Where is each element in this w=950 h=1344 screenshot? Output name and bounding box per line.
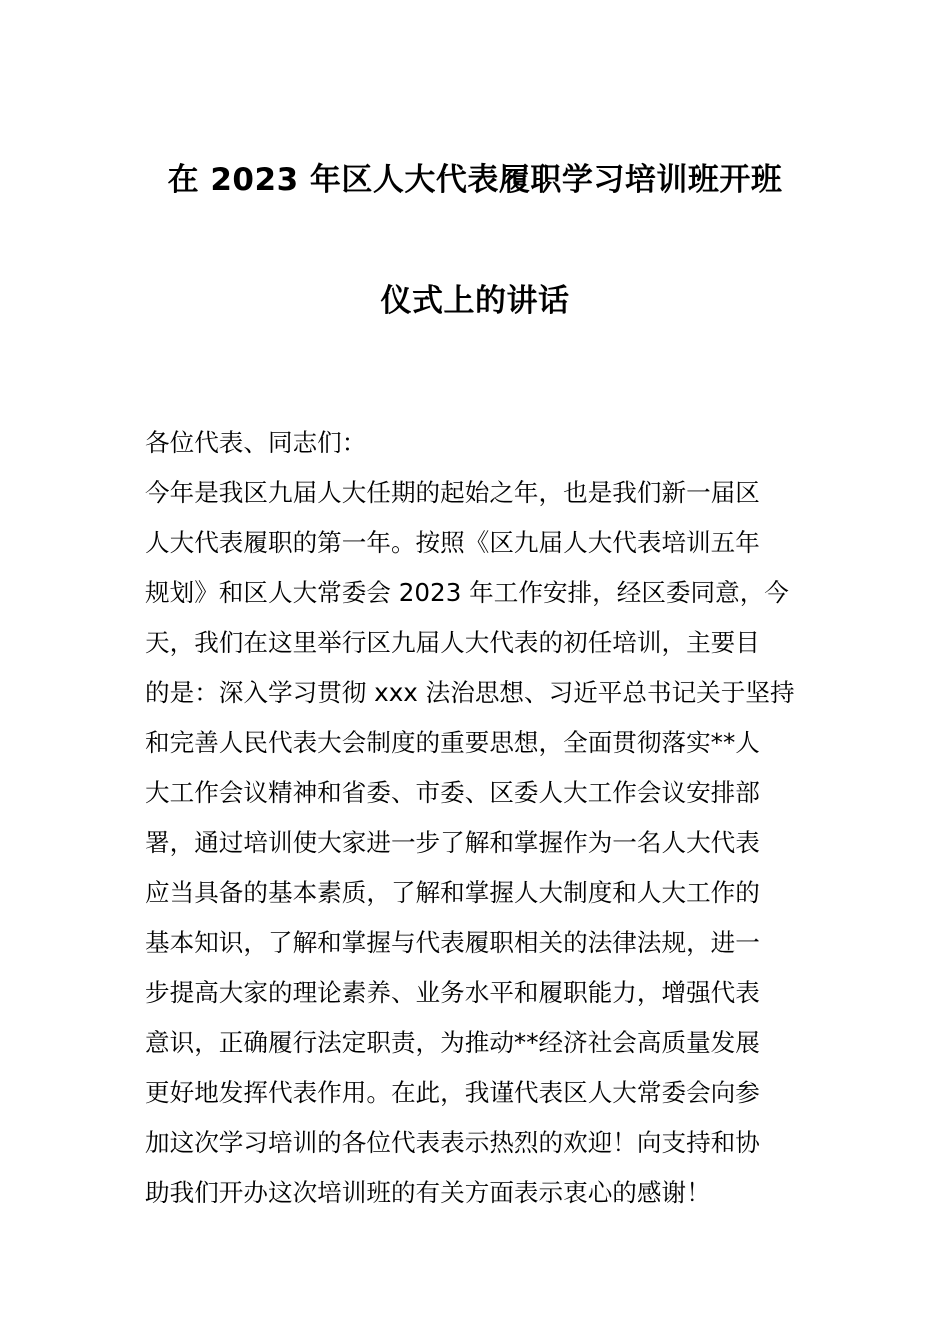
document-title-line-2: 仪式上的讲话 — [380, 283, 570, 319]
body-line: 规划》和区人大常委会 2023 年工作安排，经区委同意，今 — [145, 578, 789, 607]
body-line: 助我们开办这次培训班的有关方面表示衷心的感谢！ — [145, 1178, 711, 1207]
body-line: 人大代表履职的第一年。按照《区九届人大代表培训五年 — [145, 528, 760, 557]
document-title-line-1: 在 2023 年区人大代表履职学习培训班开班 — [167, 162, 783, 198]
body-line: 的是：深入学习贯彻 xxx 法治思想、习近平总书记关于坚持 — [145, 678, 795, 707]
body-line: 意识，正确履行法定职责，为推动**经济社会高质量发展 — [145, 1028, 760, 1057]
body-line: 今年是我区九届人大任期的起始之年，也是我们新一届区 — [145, 478, 760, 507]
body-line: 署，通过培训使大家进一步了解和掌握作为一名人大代表 — [145, 828, 760, 857]
body-line: 天，我们在这里举行区九届人大代表的初任培训，主要目 — [145, 628, 760, 657]
body-line: 和完善人民代表大会制度的重要思想，全面贯彻落实**人 — [145, 728, 760, 757]
body-line: 步提高大家的理论素养、业务水平和履职能力，增强代表 — [145, 978, 760, 1007]
body-line: 应当具备的基本素质，了解和掌握人大制度和人大工作的 — [145, 878, 760, 907]
body-line: 大工作会议精神和省委、市委、区委人大工作会议安排部 — [145, 778, 760, 807]
salutation: 各位代表、同志们： — [145, 428, 367, 457]
body-line: 更好地发挥代表作用。在此，我谨代表区人大常委会向参 — [145, 1078, 760, 1107]
body-line: 加这次学习培训的各位代表表示热烈的欢迎！向支持和协 — [145, 1128, 760, 1157]
document-body — [145, 418, 815, 1218]
body-line: 基本知识，了解和掌握与代表履职相关的法律法规，进一 — [145, 928, 760, 957]
